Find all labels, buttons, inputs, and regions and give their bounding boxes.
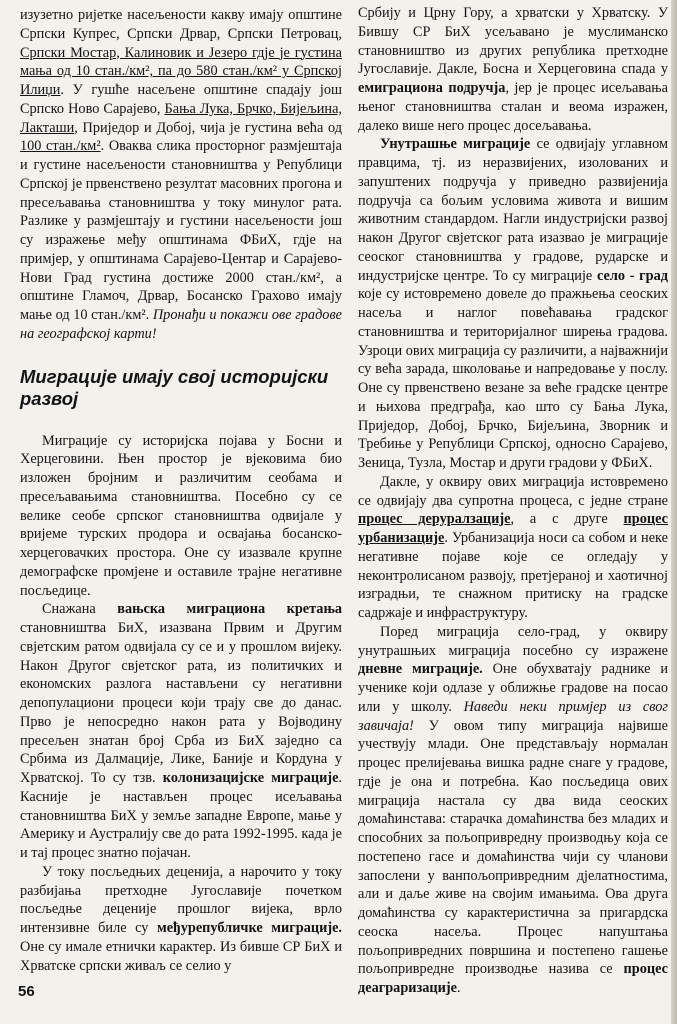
paragraph <box>20 6 342 344</box>
paragraph <box>358 473 668 623</box>
bold-term: процес урбанизације <box>358 511 668 546</box>
bold-term: процес деаграризације <box>358 961 668 996</box>
paragraph <box>358 4 668 135</box>
page-number: 56 <box>18 983 35 1000</box>
bold-term: процес деруралзације <box>358 511 511 528</box>
text: У току посљедњих деценија, а нарочито у току разбијања претходне Југославије почетком посљедње деценије прошлог вијека, врло интензивне биле су <box>20 863 342 936</box>
bold-term: међурепубличке миграције. <box>156 920 342 936</box>
section-heading: Миграције имају свој историјски развој <box>20 365 329 409</box>
underlined-text: Српски Мостар, Калиновик и Језеро гдје је густина мања од 10 стан./км², па до 580 стан./км² у Српској Илиџи <box>20 44 342 98</box>
text: Оне су имале етнички карактер. Из бивше СР БиХ и Хрватске српски живаљ се селио у <box>20 938 342 974</box>
text: се одвијају углавном правцима, тј. из неразвијених, изолованих и запуштених подручја у приведно развијенија подручја са бољим условима живота и вишим животним стандардом. Нагли индустријски развој након Другог свјетског рата изазвао је миграције сеоског становништва у градове, рударске и индустријске центре. То су миграције <box>358 136 668 284</box>
right-column <box>358 4 668 998</box>
paragraph <box>20 600 342 863</box>
text: Оне обухватају раднике и ученике који одлазе у оближње градове на посао или у школу. <box>358 661 668 715</box>
bold-term: вањска миграциона кретања <box>117 601 342 618</box>
paragraph <box>358 135 668 473</box>
underlined-text: 100 стан./км² <box>20 138 101 155</box>
text: , Приједор и Добој, чија је густина већа од <box>74 119 342 136</box>
text: . Касније је настављен процес исељавања становништва БиХ у земље западне Европе, мање у Америку и Аустралију све до рата 1992-1995. када је и тај процес знатно појачан. <box>20 770 342 861</box>
text: Поред миграција село-град, у оквиру унутрашњих миграција посебно су изражене <box>358 623 668 659</box>
italic-task: Пронађи и покажи ове градове на географској карти! <box>20 307 342 342</box>
text: Дакле, у оквиру ових миграција истовремено се одвијају два супротна процеса, с једне стране <box>358 473 668 509</box>
italic-task: Наведи неки примјер из свог завичаја! <box>358 698 668 734</box>
paragraph <box>358 623 668 998</box>
page-edge <box>671 0 677 1024</box>
text: које су истовремено довеле до пражњења сеоских насеља и наглог повећавања градског становништва и територијалног ширења градова. Узроци ових миграција су различити, а најважнији су већа зарада, школовање и напредовање у послу. Оне су првенствено везане за веће градске центре и њихова предграђа, као што су Бања Лука, Приједор, Добој, Брчко, Бијељина, Зворник и Требиње у Републици Српској, односно Сарајево, Зеница, Тузла, Мостар и други градови у ФБиХ. <box>358 286 668 471</box>
text: , а с друге <box>510 511 624 528</box>
bold-term: дневне миграције. <box>358 661 483 678</box>
left-column <box>20 6 342 975</box>
bold-term: колонизацијске миграције <box>162 770 339 786</box>
paragraph <box>20 863 342 976</box>
bold-term: село - град <box>596 267 668 284</box>
text: . <box>456 980 461 996</box>
text: У овом типу миграција највише учествују млади. Оне представљају нормалан процес прелијевања вишка радне снаге у градове, гдје је она и потребна. Као посљедица ових миграција настала су два вида сеоских домаћинстава: старачка домаћинства без младих и способних за пољопривредну производњу која се постепено гасе и домаћинства чији су чланови запослени у ванпољопривредним дјелатностима, али и даље живе на својим имањима. Ова друга домаћинства су карактеристична за пригардска сеоска насеља. Процес напуштања пољопривредних површина и постепено гашење пољопривредне производње назива се <box>358 717 668 978</box>
text: . У гушће насељене општине спадају још Српско Ново Сарајево, <box>20 82 342 117</box>
paragraph: Миграције су историјска појава у Босни и Херцеговини. Њен простор је вјековима био изложен бројним и различитим сеобама и пресељавањима становништва. Посебно су се велике сеобе српског становништва одвијале у вријеме турских продора и освајања босанско-херцеговачких простора. Оне су изазвале крупне демографске промјене и оставиле трајне негативне посљедице. <box>20 432 342 599</box>
text: , јер је процес исељавања њеног становништва сталан и веома изражен, далеко више него процес досељавања. <box>358 80 668 134</box>
text: . Оваква слика просторног размјештаја и густине насељености становништва у Републици Српској је првенствено резултат масовних прогона и пресељавања становништва у току минулог рата. Разлике у размјештају и густини насељености још су изражење међу општинама ФБиХ, гдје на примјер, у општинама Сарајево-Центар и Сарајево-Нови Град густина достиже 2000 стан./км², а општине Гламоч, Дрвар, Босанско Грахово имају мање од 10 стан./км². <box>20 138 342 323</box>
underlined-text: Бања Лука, Брчко, Бијељина, Лакташи <box>20 100 342 136</box>
bold-term: Унутрашње миграције <box>380 136 531 153</box>
text: становништва БиХ, изазвана Првим и Другим свјетским ратом одвијала су се и у прошлом вијеку. Након Другог свјетског рата, из политичких и економских разлога настављени су негативни депопулациони процеси који трају све до данас. Прво је непосредно након рата у Војводину пресељен знатан број Срба из БиХ заједно са Србима из Далмације, Лике, Баније и Кордуна у Хрватској. То су тзв. <box>20 620 342 786</box>
bold-term: емиграциона подручја <box>358 80 506 96</box>
text: Снажана <box>42 601 118 618</box>
text: изузетно ријетке насељености какву имају општине Српски Купрес, Српски Дрвар, Српски Петровац, <box>20 7 342 42</box>
text: . Урбанизација носи са собом и неке негативне појаве које се огледају у неконтролисаном развоју, претјераној и хаотичној изградњи, те снажном притиску на градске садржаје и инфраструктуру. <box>358 530 668 621</box>
text: Србију и Црну Гору, а хрватски у Хрватску. У Бившу СР БиХ усељавано је муслиманско становништво из других република претходне Југославије. Дакле, Босна и Херцеговина спада у <box>358 5 668 78</box>
